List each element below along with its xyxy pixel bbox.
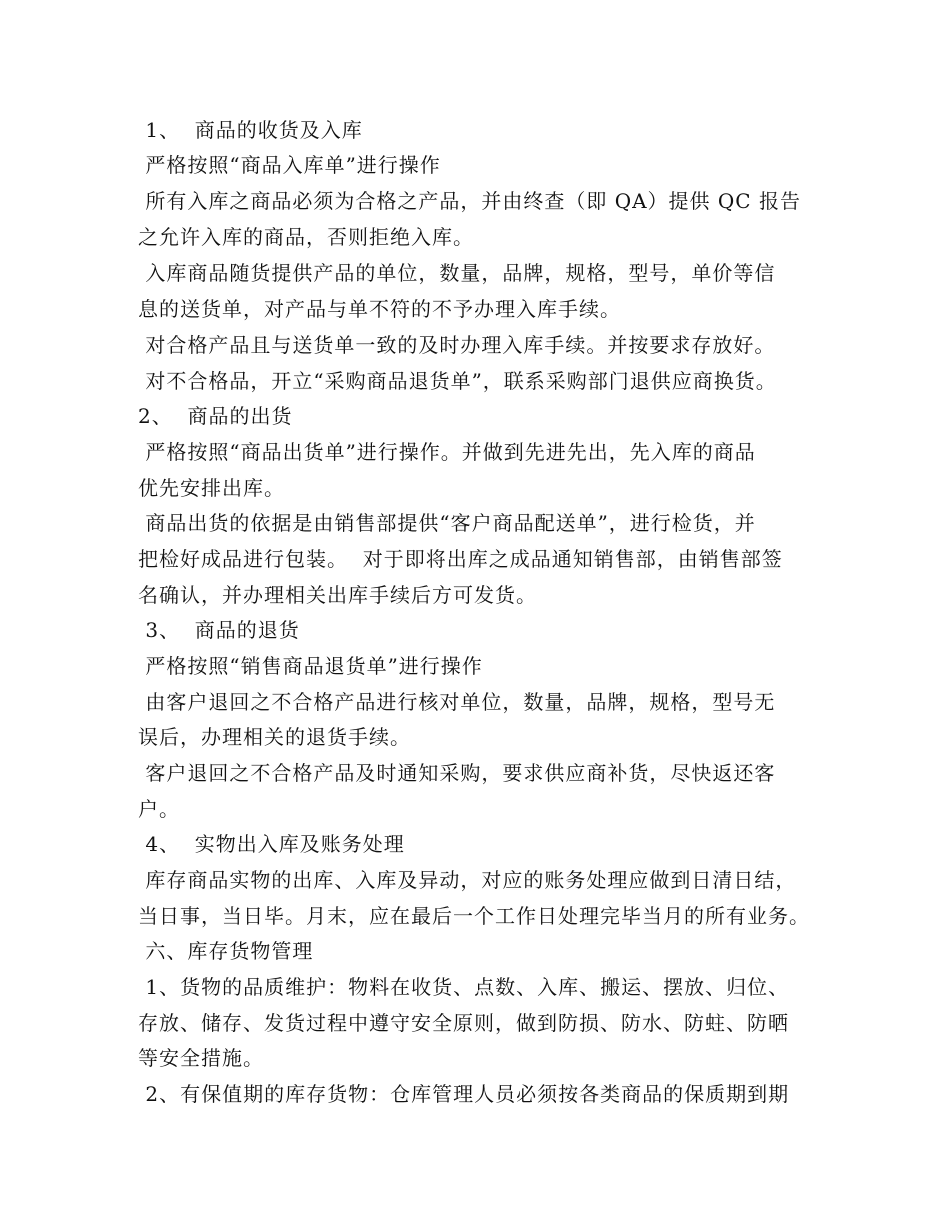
paragraph-line: 所有入库之商品必须为合格之产品，并由终查（即 QA）提供 QC 报告 xyxy=(138,189,801,213)
paragraph-line: 误后，办理相关的退货手续。 xyxy=(138,725,411,749)
paragraph-line: 等安全措施。 xyxy=(138,1046,264,1070)
paragraph-line: 对合格产品且与送货单一致的及时办理入库手续。并按要求存放好。 xyxy=(138,333,776,357)
paragraph-line: 客户退回之不合格产品及时通知采购，要求供应商补货，尽快返还客 xyxy=(138,761,776,785)
paragraph-line: 严格按照“商品入库单”进行操作 xyxy=(138,153,441,177)
paragraph-line: 严格按照“商品出货单”进行操作。并做到先进先出，先入库的商品 xyxy=(138,440,756,464)
paragraph-line: 商品出货的依据是由销售部提供“客户商品配送单”，进行检货，并 xyxy=(138,511,756,535)
paragraph-line: 严格按照“销售商品退货单”进行操作 xyxy=(138,654,483,678)
paragraph-line: 息的送货单，对产品与单不符的不予办理入库手续。 xyxy=(138,297,621,321)
paragraph-line: 库存商品实物的出库、入库及异动，对应的账务处理应做到日清日结， xyxy=(138,868,797,892)
section-heading-accounting: 4、 实物出入库及账务处理 xyxy=(138,832,405,856)
paragraph-line: 当日事，当日毕。月末，应在最后一个工作日处理完毕当月的所有业务。 xyxy=(138,904,810,928)
paragraph-line: 把检好成品进行包装。 对于即将出库之成品通知销售部，由销售部签 xyxy=(138,547,783,571)
paragraph-line: 1、货物的品质维护：物料在收货、点数、入库、搬运、摆放、归位、 xyxy=(138,975,790,999)
paragraph-line: 优先安排出库。 xyxy=(138,476,285,500)
paragraph-line: 之允许入库的商品，否则拒绝入库。 xyxy=(138,225,474,249)
paragraph-line: 户。 xyxy=(138,797,180,821)
paragraph-line: 2、有保值期的库存货物：仓库管理人员必须按各类商品的保质期到期 xyxy=(138,1082,790,1106)
section-heading-shipping: 2、 商品的出货 xyxy=(138,404,293,428)
paragraph-line: 由客户退回之不合格产品进行核对单位，数量，品牌，规格，型号无 xyxy=(138,690,776,714)
paragraph-line: 名确认，并办理相关出库手续后方可发货。 xyxy=(138,583,537,607)
section-heading-returns: 3、 商品的退货 xyxy=(138,618,300,642)
paragraph-line: 入库商品随货提供产品的单位，数量，品牌，规格，型号，单价等信 xyxy=(138,261,776,285)
section-heading-receiving: 1、 商品的收货及入库 xyxy=(138,118,363,142)
paragraph-line: 对不合格品，开立“采购商品退货单”，联系采购部门退供应商换货。 xyxy=(138,369,777,393)
section-heading-inventory: 六、库存货物管理 xyxy=(138,939,314,963)
paragraph-line: 存放、储存、发货过程中遵守安全原则，做到防损、防水、防蛀、防晒 xyxy=(138,1011,789,1035)
